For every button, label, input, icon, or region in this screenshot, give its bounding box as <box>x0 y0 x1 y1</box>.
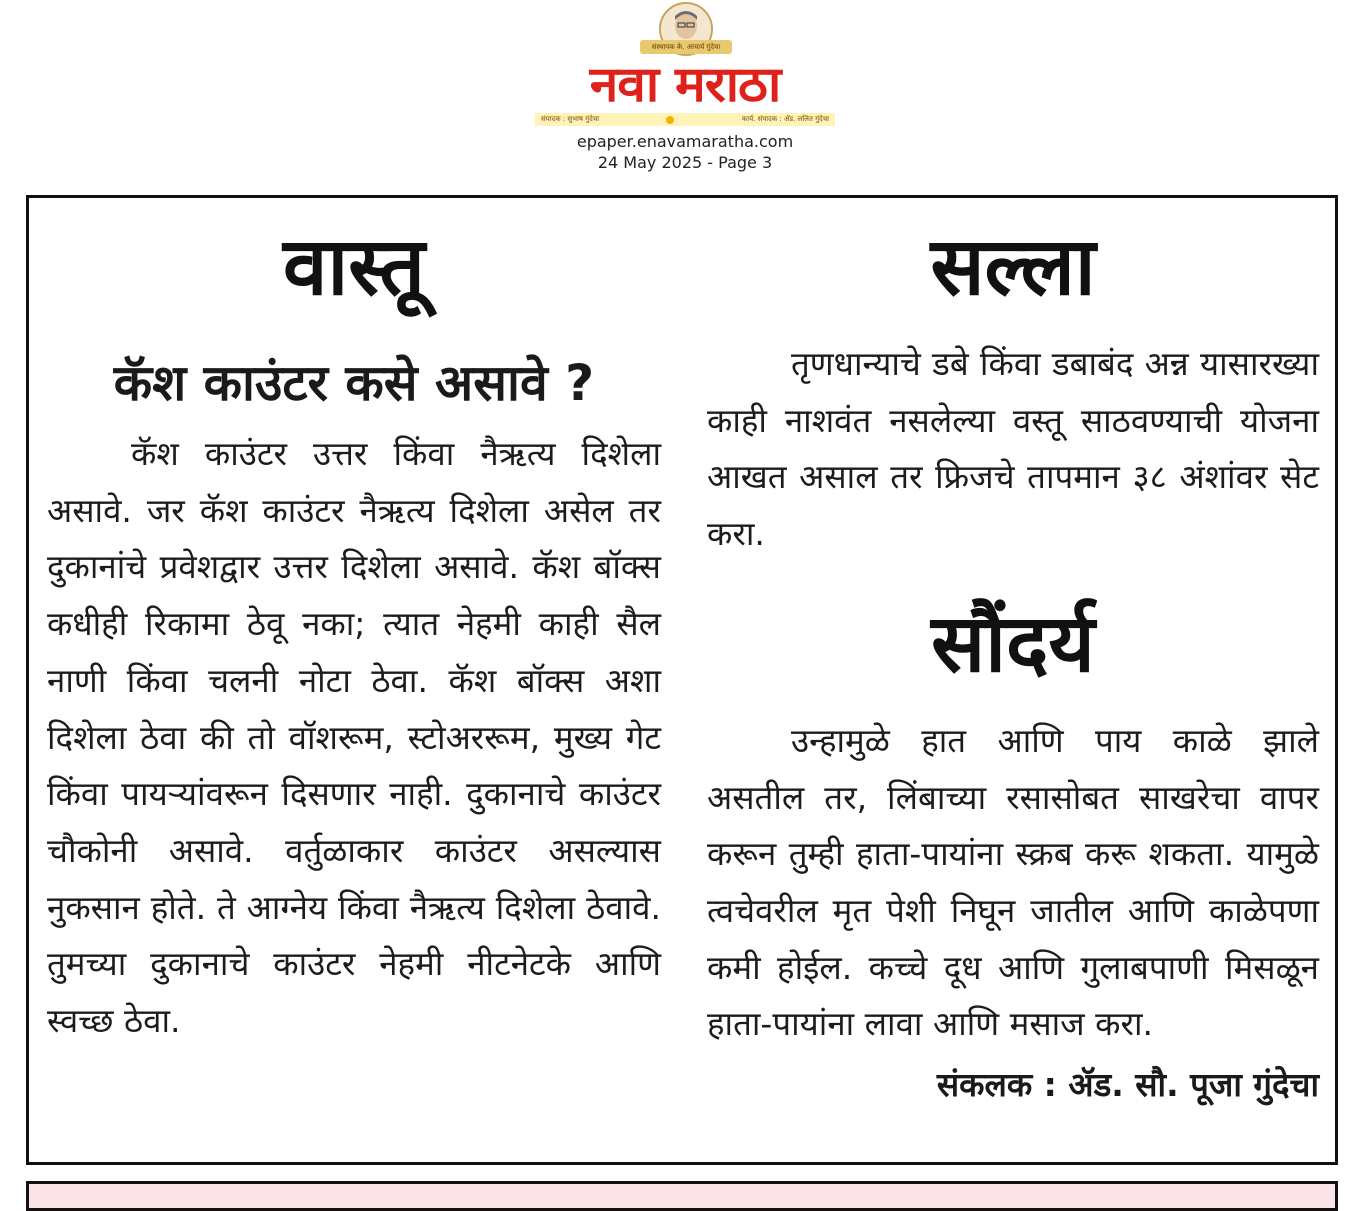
epaper-url: epaper.enavamaratha.com <box>576 132 794 151</box>
newspaper-logo: नवा मराठा <box>589 56 781 113</box>
masthead-tagline <box>535 113 835 126</box>
salla-body: तृणधान्याचे डबे किंवा डबाबंद अन्न यासारख्या काही नाशवंत नसलेल्या वस्तू साठवण्याची योजना आखत असाल तर फ्रिजचे तापमान ३८ अंशांवर सेट करा. <box>707 344 1319 554</box>
sun-emblem-icon <box>666 116 674 124</box>
saundarya-body: उन्हामुळे हात आणि पाय काळे झाले असतील तर, लिंबाच्या रसासोबत साखरेचा वापर करून तुम्ही हाता-पायांना स्क्रब करू शकता. यामुळे त्वचेवरील मृत पेशी निघून जातील आणि काळेपणा कमी होईल. कच्चे दूध आणि गुलाबपाणी मिसळून हाता-पायांना लावा आणि मसाज करा. <box>707 720 1319 1044</box>
salla-heading: सल्ला <box>930 220 1096 313</box>
vastu-article-title: कॅश काउंटर कसे असावे ? <box>113 354 595 412</box>
founder-ribbon: संस्थापक के. आचार्य गुंदेचा <box>640 40 732 54</box>
next-article-strip <box>26 1181 1338 1211</box>
vastu-body: कॅश काउंटर उत्तर किंवा नैऋत्य दिशेला असावे. जर कॅश काउंटर नैऋत्य दिशेला असेल तर दुकानांचे प्रवेशद्वार उत्तर दिशेला असावे. कॅश बॉक्स कधीही रिकामा ठेवू नका; त्यात नेहमी काही सैल नाणी किंवा चलनी नोटा ठेवा. कॅश बॉक्स अशा दिशेला ठेवा की तो वॉशरूम, स्टोअररूम, मुख्य गेट किंवा पायऱ्यांवरून दिसणार नाही. दुकानाचे काउंटर चौकोनी असावे. वर्तुळाकार काउंटर असल्यास नुकसान होते. ते आग्नेय किंवा नैऋत्य दिशेला ठेवावे. तुमच्या दुकानाचे काउंटर नेहमी नीटनेटके आणि स्वच्छ ठेवा. <box>47 434 661 1041</box>
vastu-heading: वास्तू <box>283 220 425 313</box>
executive-editor-credit: कार्य. संपादक : ॲड. ललित गुंदेचा <box>741 115 829 123</box>
saundarya-heading: सौंदर्य <box>931 596 1095 690</box>
tips-column <box>707 198 1319 1113</box>
article-box <box>26 195 1338 1165</box>
vastu-column <box>47 198 661 1050</box>
edition-date: 24 May 2025 - Page 3 <box>597 153 773 172</box>
masthead <box>0 0 1370 185</box>
compiler-credit: संकलक : ॲड. सौ. पूजा गुंदेचा <box>936 1065 1319 1105</box>
editor-credit: संपादक : सुभाष गुंदेचा <box>541 115 600 123</box>
